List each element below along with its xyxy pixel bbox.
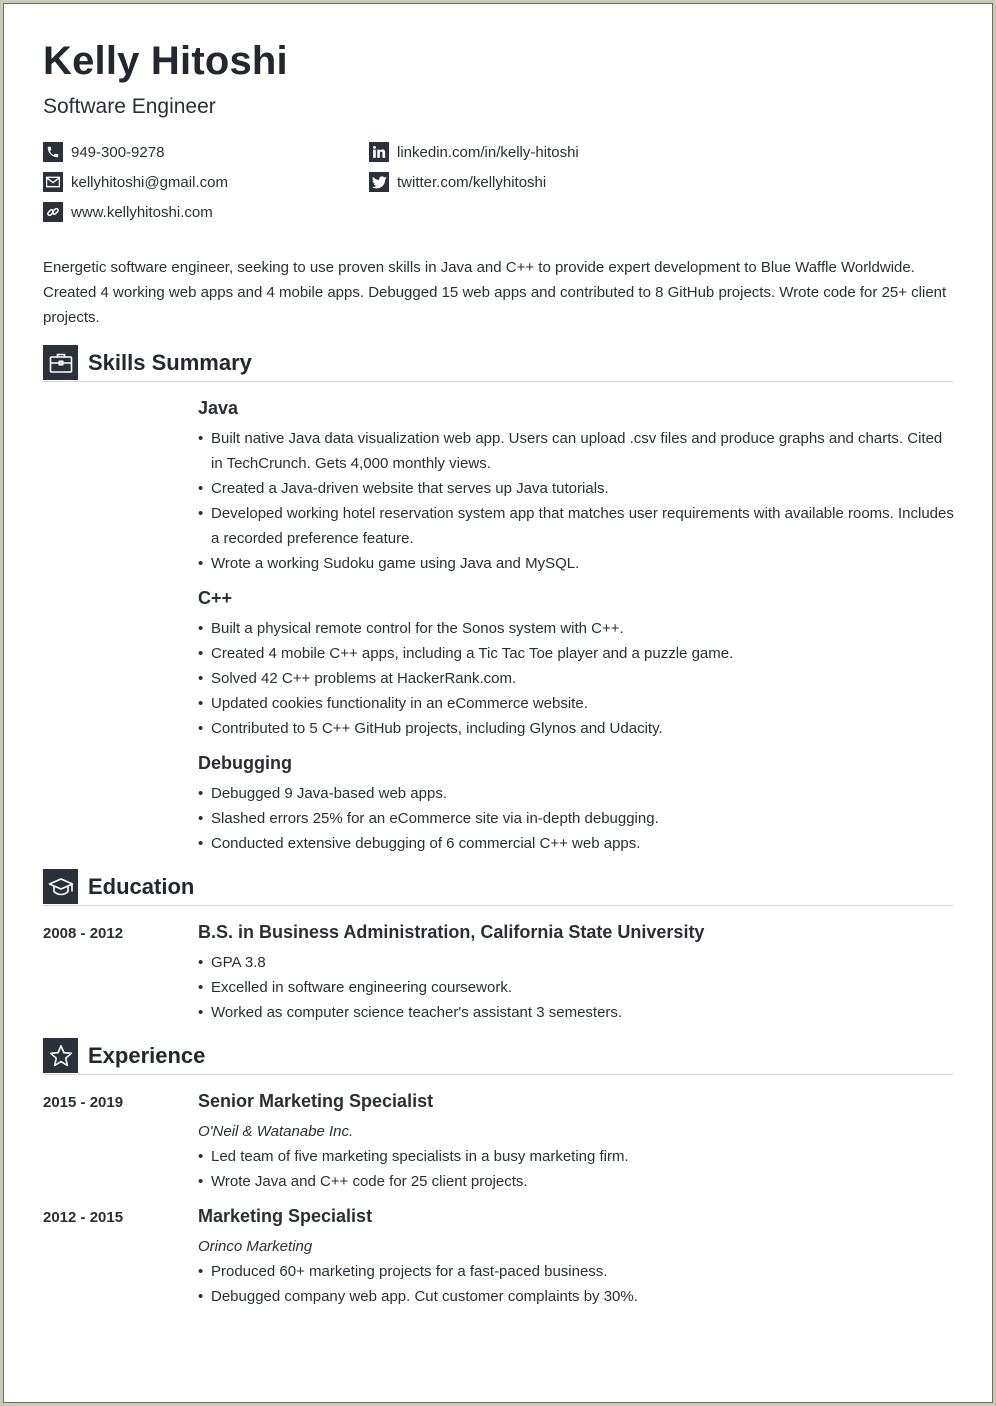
graduation-cap-icon: [43, 869, 78, 904]
list-item: • Created a Java-driven website that serves up Java tutorials.: [198, 476, 956, 501]
skill-group-title: C++: [198, 588, 233, 608]
list-item: • Worked as computer science teacher's assistant 3 semesters.: [198, 1000, 956, 1025]
list-item: • Debugged company web app. Cut customer complaints by 30%.: [198, 1284, 956, 1309]
education-degree: B.S. in Business Administration, California State University: [198, 922, 705, 942]
candidate-name: Kelly Hitoshi: [43, 39, 288, 83]
skill-bullets-cpp: [198, 616, 956, 741]
website-link[interactable]: www.kellyhitoshi.com: [71, 203, 213, 221]
experience-heading: Experience: [88, 1043, 206, 1068]
job-company: O'Neil & Watanabe Inc.: [198, 1123, 354, 1140]
contact-twitter: [369, 171, 546, 193]
list-item: • Led team of five marketing specialists in a busy marketing firm.: [198, 1144, 956, 1169]
job-dates: 2015 - 2019: [43, 1094, 124, 1111]
profile-summary: Energetic software engineer, seeking to use proven skills in Java and C++ to provide expert development to Blue Waffle Worldwide. Created 4 working web apps and 4 mobile apps. Debugged 15 web apps and contributed to 8 GitHub projects. Wrote code for 25+ client projects.: [43, 259, 947, 326]
education-section-header: [43, 869, 953, 906]
list-item: • Built native Java data visualization web app. Users can upload .csv files and produce graphs and charts. Cited in TechCrunch. Gets 4,000 monthly views.: [198, 426, 956, 476]
skills-section-header: [43, 345, 953, 382]
email-link[interactable]: kellyhitoshi@gmail.com: [71, 173, 228, 191]
list-item: • Slashed errors 25% for an eCommerce site via in-depth debugging.: [198, 806, 956, 831]
skill-group-title: Debugging: [198, 753, 292, 773]
education-heading: Education: [88, 874, 195, 899]
list-item: • Excelled in software engineering coursework.: [198, 975, 956, 1000]
contact-phone: [43, 141, 164, 163]
job-company: Orinco Marketing: [198, 1238, 313, 1255]
list-item: • Contributed to 5 C++ GitHub projects, including Glynos and Udacity.: [198, 716, 956, 741]
skills-heading: Skills Summary: [88, 350, 252, 375]
experience-section-header: [43, 1038, 953, 1075]
education-bullets: [198, 950, 956, 1025]
list-item: • Produced 60+ marketing projects for a fast-paced business.: [198, 1259, 956, 1284]
contact-linkedin: [369, 141, 579, 163]
job-bullets: [198, 1259, 956, 1309]
list-item: • Wrote Java and C++ code for 25 client projects.: [198, 1169, 956, 1194]
twitter-icon: [369, 172, 389, 192]
list-item: • Conducted extensive debugging of 6 commercial C++ web apps.: [198, 831, 956, 856]
list-item: • Debugged 9 Java-based web apps.: [198, 781, 956, 806]
job-role: Marketing Specialist: [198, 1206, 373, 1226]
linkedin-icon: [369, 142, 389, 162]
skill-bullets-debugging: [198, 781, 956, 856]
education-dates: 2008 - 2012: [43, 925, 124, 942]
list-item: • Created 4 mobile C++ apps, including a Tic Tac Toe player and a puzzle game.: [198, 641, 956, 666]
list-item: • Updated cookies functionality in an eCommerce website.: [198, 691, 956, 716]
list-item: • Developed working hotel reservation system app that matches user requirements with available rooms. Includes a recorded preference feature.: [198, 501, 956, 551]
star-icon: [43, 1038, 78, 1073]
link-icon: [43, 202, 63, 222]
list-item: • Wrote a working Sudoku game using Java and MySQL.: [198, 551, 956, 576]
skill-group-title: Java: [198, 398, 239, 418]
contact-website: [43, 201, 213, 223]
job-role: Senior Marketing Specialist: [198, 1091, 434, 1111]
phone-text: 949-300-9278: [71, 143, 165, 161]
phone-icon: [43, 142, 63, 162]
list-item: • GPA 3.8: [198, 950, 956, 975]
linkedin-link[interactable]: linkedin.com/in/kelly-hitoshi: [397, 143, 579, 161]
job-dates: 2012 - 2015: [43, 1209, 124, 1226]
job-title: Software Engineer: [43, 95, 216, 118]
list-item: • Built a physical remote control for the Sonos system with C++.: [198, 616, 956, 641]
skill-bullets-java: [198, 426, 956, 576]
contact-email: [43, 171, 228, 193]
twitter-link[interactable]: twitter.com/kellyhitoshi: [397, 173, 547, 191]
list-item: • Solved 42 C++ problems at HackerRank.com.: [198, 666, 956, 691]
briefcase-icon: [43, 345, 78, 380]
mail-icon: [43, 172, 63, 192]
job-bullets: [198, 1144, 956, 1194]
